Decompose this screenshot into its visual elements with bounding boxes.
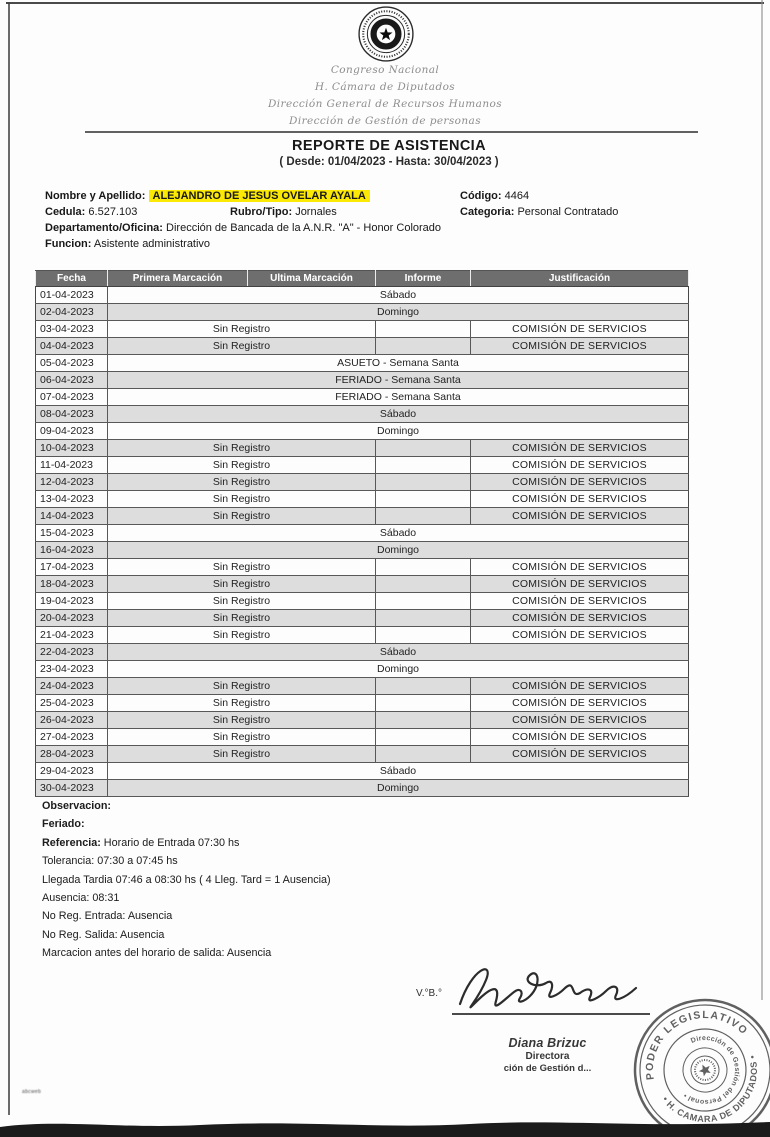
justificacion-cell: COMISIÓN DE SERVICIOS: [471, 508, 689, 525]
employee-info-row-2: [45, 204, 735, 220]
justificacion-cell: COMISIÓN DE SERVICIOS: [471, 593, 689, 610]
informe-cell: [376, 338, 471, 355]
report-title: REPORTE DE ASISTENCIA: [292, 138, 486, 154]
fecha-cell: 15-04-2023: [36, 525, 108, 542]
fecha-cell: 05-04-2023: [36, 355, 108, 372]
marcacion-cell: Sin Registro: [108, 474, 376, 491]
informe-cell: [376, 593, 471, 610]
informe-span-cell: Domingo: [108, 780, 689, 797]
letterhead-line: Dirección de Gestión de personas: [289, 115, 481, 127]
table-row: [36, 559, 689, 576]
categoria-label: Categoria:: [460, 206, 515, 218]
justificacion-cell: COMISIÓN DE SERVICIOS: [471, 678, 689, 695]
justificacion-cell: COMISIÓN DE SERVICIOS: [471, 576, 689, 593]
table-row: [36, 729, 689, 746]
employee-info-row-3: [45, 220, 735, 236]
table-row: [36, 287, 689, 304]
departamento-value: Dirección de Bancada de la A.N.R. "A" - Honor Colorado: [166, 222, 442, 234]
table-row: [36, 372, 689, 389]
fecha-cell: 01-04-2023: [36, 287, 108, 304]
signer-title: Directora: [525, 1051, 570, 1062]
signer-block: [455, 1036, 640, 1074]
table-row: [36, 542, 689, 559]
fecha-cell: 02-04-2023: [36, 304, 108, 321]
stamp-inner-text: Dirección de Gestión del Personal •: [682, 1034, 741, 1106]
cedula-value: 6.527.103: [88, 206, 138, 218]
table-row: [36, 457, 689, 474]
informe-cell: [376, 678, 471, 695]
stamp-ring-top-text: PODER LEGISLATIVO: [643, 1008, 751, 1081]
signer-name: Diana Brizuc: [508, 1036, 587, 1050]
informe-span-cell: Sábado: [108, 763, 689, 780]
funcion-label: Funcion:: [45, 238, 92, 250]
fecha-cell: 26-04-2023: [36, 712, 108, 729]
marcacion-cell: Sin Registro: [108, 678, 376, 695]
marcacion-cell: Sin Registro: [108, 746, 376, 763]
fecha-cell: 04-04-2023: [36, 338, 108, 355]
header-justificacion: Justificación: [471, 271, 689, 287]
marcacion-cell: Sin Registro: [108, 508, 376, 525]
informe-cell: [376, 491, 471, 508]
table-row: [36, 780, 689, 797]
fecha-cell: 03-04-2023: [36, 321, 108, 338]
cedula-label: Cedula:: [45, 206, 86, 218]
fecha-cell: 19-04-2023: [36, 593, 108, 610]
marcacion-cell: Sin Registro: [108, 695, 376, 712]
stamp-ring-bottom-text: • H. CAMARA DE DIPUTADOS •: [660, 1053, 760, 1125]
fecha-cell: 29-04-2023: [36, 763, 108, 780]
fecha-cell: 30-04-2023: [36, 780, 108, 797]
table-row: [36, 593, 689, 610]
justificacion-cell: COMISIÓN DE SERVICIOS: [471, 559, 689, 576]
fecha-cell: 08-04-2023: [36, 406, 108, 423]
fecha-cell: 22-04-2023: [36, 644, 108, 661]
marcacion-cell: Sin Registro: [108, 627, 376, 644]
informe-span-cell: FERIADO - Semana Santa: [108, 372, 689, 389]
justificacion-cell: COMISIÓN DE SERVICIOS: [471, 457, 689, 474]
marcacion-cell: Sin Registro: [108, 491, 376, 508]
informe-span-cell: Sábado: [108, 644, 689, 661]
table-header-row: [36, 271, 689, 287]
marcacion-cell: Sin Registro: [108, 338, 376, 355]
categoria-value: Personal Contratado: [517, 206, 619, 218]
fecha-cell: 06-04-2023: [36, 372, 108, 389]
fecha-cell: 11-04-2023: [36, 457, 108, 474]
paraguay-seal-icon: [357, 5, 415, 63]
table-row: [36, 695, 689, 712]
informe-span-cell: Sábado: [108, 287, 689, 304]
informe-span-cell: Domingo: [108, 661, 689, 678]
informe-span-cell: Domingo: [108, 304, 689, 321]
informe-cell: [376, 695, 471, 712]
marcacion-cell: Sin Registro: [108, 729, 376, 746]
fecha-cell: 17-04-2023: [36, 559, 108, 576]
justificacion-cell: COMISIÓN DE SERVICIOS: [471, 491, 689, 508]
informe-cell: [376, 457, 471, 474]
informe-cell: [376, 508, 471, 525]
table-row: [36, 321, 689, 338]
signature-line: [452, 1013, 650, 1015]
employee-info-row-4: [45, 236, 735, 252]
informe-cell: [376, 576, 471, 593]
justificacion-cell: COMISIÓN DE SERVICIOS: [471, 729, 689, 746]
informe-cell: [376, 559, 471, 576]
scan-edge-left: [8, 3, 10, 1115]
table-row: [36, 712, 689, 729]
marcacion-cell: Sin Registro: [108, 440, 376, 457]
header-primera-marcacion: Primera Marcación: [108, 271, 248, 287]
table-row: [36, 440, 689, 457]
nombre-label: Nombre y Apellido:: [45, 190, 146, 202]
justificacion-cell: COMISIÓN DE SERVICIOS: [471, 695, 689, 712]
letterhead-line: H. Cámara de Diputados: [314, 81, 456, 93]
informe-span-cell: ASUETO - Semana Santa: [108, 355, 689, 372]
marcacion-cell: Sin Registro: [108, 559, 376, 576]
table-row: [36, 508, 689, 525]
letterhead: [0, 62, 770, 130]
justificacion-cell: COMISIÓN DE SERVICIOS: [471, 440, 689, 457]
departamento-label: Departamento/Oficina:: [45, 222, 163, 234]
justificacion-cell: COMISIÓN DE SERVICIOS: [471, 321, 689, 338]
justificacion-cell: COMISIÓN DE SERVICIOS: [471, 627, 689, 644]
fecha-cell: 09-04-2023: [36, 423, 108, 440]
informe-cell: [376, 474, 471, 491]
informe-cell: [376, 627, 471, 644]
table-row: [36, 576, 689, 593]
observation-line: Referencia: Horario de Entrada 07:30 hs: [42, 836, 240, 849]
marcacion-cell: Sin Registro: [108, 610, 376, 627]
table-row: [36, 474, 689, 491]
fecha-cell: 24-04-2023: [36, 678, 108, 695]
justificacion-cell: COMISIÓN DE SERVICIOS: [471, 610, 689, 627]
observaciones-lines: [42, 797, 331, 963]
table-row: [36, 423, 689, 440]
observation-line: No Reg. Salida: Ausencia: [42, 928, 165, 941]
table-row: [36, 389, 689, 406]
letterhead-line: Dirección General de Recursos Humanos: [267, 98, 502, 110]
table-row: [36, 338, 689, 355]
table-row: [36, 304, 689, 321]
header-ultima-marcacion: Ultima Marcación: [248, 271, 376, 287]
table-row: [36, 661, 689, 678]
table-row: [36, 406, 689, 423]
observation-line: Llegada Tardia 07:46 a 08:30 hs ( 4 Lleg. Tard = 1 Ausencia): [42, 873, 331, 886]
marcacion-cell: Sin Registro: [108, 593, 376, 610]
informe-cell: [376, 712, 471, 729]
fecha-cell: 14-04-2023: [36, 508, 108, 525]
table-row: [36, 610, 689, 627]
scan-edge-right: [761, 0, 763, 1000]
justificacion-cell: COMISIÓN DE SERVICIOS: [471, 338, 689, 355]
fecha-cell: 21-04-2023: [36, 627, 108, 644]
fecha-cell: 25-04-2023: [36, 695, 108, 712]
fecha-cell: 27-04-2023: [36, 729, 108, 746]
informe-span-cell: Domingo: [108, 423, 689, 440]
attendance-table: [35, 270, 689, 797]
fecha-cell: 18-04-2023: [36, 576, 108, 593]
report-date-range: ( Desde: 01/04/2023 - Hasta: 30/04/2023 ): [279, 156, 499, 168]
fecha-cell: 13-04-2023: [36, 491, 108, 508]
fecha-cell: 20-04-2023: [36, 610, 108, 627]
fecha-cell: 23-04-2023: [36, 661, 108, 678]
informe-cell: [376, 321, 471, 338]
justificacion-cell: COMISIÓN DE SERVICIOS: [471, 746, 689, 763]
fecha-cell: 07-04-2023: [36, 389, 108, 406]
table-row: [36, 644, 689, 661]
table-row: [36, 491, 689, 508]
table-row: [36, 746, 689, 763]
vb-label: V.°B.°: [416, 988, 442, 999]
table-row: [36, 627, 689, 644]
employee-info-row-1: [45, 188, 735, 204]
codigo-label: Código:: [460, 190, 502, 202]
marcacion-cell: Sin Registro: [108, 712, 376, 729]
letterhead-line: Congreso Nacional: [330, 64, 440, 76]
fecha-cell: 12-04-2023: [36, 474, 108, 491]
marcacion-cell: Sin Registro: [108, 576, 376, 593]
informe-cell: [376, 729, 471, 746]
signer-office: ción de Gestión d...: [503, 1063, 592, 1074]
observation-line: Feriado:: [42, 818, 85, 831]
fecha-cell: 16-04-2023: [36, 542, 108, 559]
justificacion-cell: COMISIÓN DE SERVICIOS: [471, 474, 689, 491]
informe-span-cell: Domingo: [108, 542, 689, 559]
informe-span-cell: Sábado: [108, 525, 689, 542]
justificacion-cell: COMISIÓN DE SERVICIOS: [471, 712, 689, 729]
attendance-table-body: [36, 287, 689, 797]
footer-mark: abcweb: [22, 1089, 42, 1095]
observation-line: Marcacion antes del horario de salida: Ausencia: [42, 947, 272, 960]
observation-line: Observacion:: [42, 800, 112, 812]
header-fecha: Fecha: [36, 271, 108, 287]
scan-edge-top: [6, 2, 764, 4]
marcacion-cell: Sin Registro: [108, 457, 376, 474]
header-divider: [85, 131, 698, 133]
observation-line: Tolerancia: 07:30 a 07:45 hs: [42, 855, 178, 868]
marcacion-cell: Sin Registro: [108, 321, 376, 338]
informe-span-cell: Sábado: [108, 406, 689, 423]
informe-span-cell: FERIADO - Semana Santa: [108, 389, 689, 406]
table-row: [36, 763, 689, 780]
rubro-value: Jornales: [295, 206, 337, 218]
table-row: [36, 678, 689, 695]
informe-cell: [376, 610, 471, 627]
table-row: [36, 525, 689, 542]
informe-cell: [376, 440, 471, 457]
observation-line: No Reg. Entrada: Ausencia: [42, 910, 173, 923]
header-informe: Informe: [376, 271, 471, 287]
employee-info: [45, 188, 735, 252]
informe-cell: [376, 746, 471, 763]
fecha-cell: 10-04-2023: [36, 440, 108, 457]
stamp-center-star: [697, 1062, 713, 1077]
observation-line: Ausencia: 08:31: [42, 892, 120, 905]
table-row: [36, 355, 689, 372]
scan-edge-bottom: [0, 1112, 770, 1137]
employee-name-highlighted: ALEJANDRO DE JESUS OVELAR AYALA: [149, 190, 370, 202]
funcion-value: Asistente administrativo: [93, 238, 211, 250]
codigo-value: 4464: [504, 190, 530, 202]
rubro-label: Rubro/Tipo:: [230, 206, 293, 218]
fecha-cell: 28-04-2023: [36, 746, 108, 763]
seal-star: [380, 28, 393, 40]
